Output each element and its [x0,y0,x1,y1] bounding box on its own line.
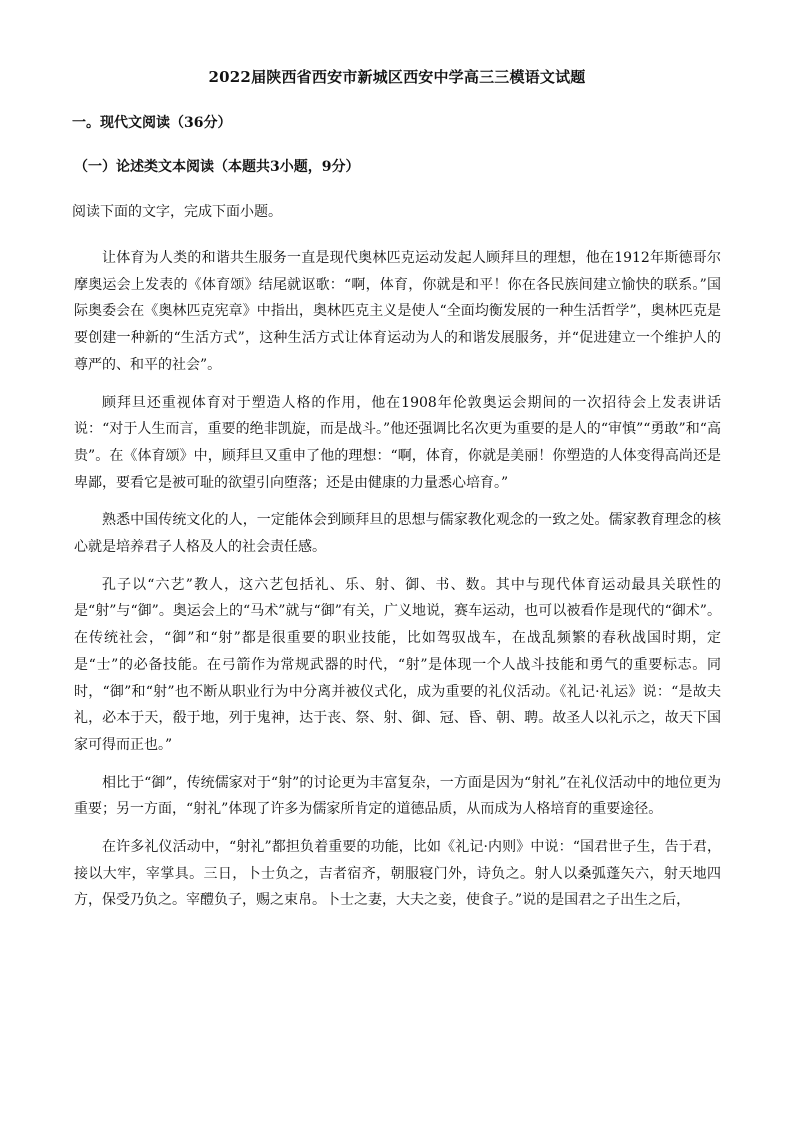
subsection-heading-argumentative-reading: （一）论述类文本阅读（本题共3小题，9分） [74,159,360,175]
passage-paragraph: 顾拜旦还重视体育对于塑造人格的作用，他在1908年伦敦奥运会期间的一次招待会上发表讲话说：“对于人生而言，重要的绝非凯旋，而是战斗。”他还强调比名次更为重要的是人的“审慎”“勇敢”和“高贵”。在《体育颂》中，顾拜旦又重申了他的理想：“啊，体育，你就是美丽！你塑造的人体变得高尚还是卑鄙，要看它是被可耻的欲望引向堕落；还是由健康的力量悉心培育。” [74,394,721,491]
reading-instruction: 阅读下面的文字，完成下面小题。 [72,204,282,220]
passage-paragraph: 孔子以“六艺”教人，这六艺包括礼、乐、射、御、书、数。其中与现代体育运动最具关联性的是“射”与“御”。奥运会上的“马术”就与“御”有关，广义地说，赛车运动，也可以被看作是现代的“御术”。在传统社会，“御”和“射”都是很重要的职业技能，比如驾驭战车，在战乱频繁的春秋战国时期，定是“士”的必备技能。在弓箭作为常规武器的时代，“射”是体现一个人战斗技能和勇气的重要标志。同时，“御”和“射”也不断从职业行为中分离并被仪式化，成为重要的礼仪活动。《礼记·礼运》说：“是故夫礼，必本于天，殽于地，列于鬼神，达于丧、祭、射、御、冠、昏、朝、聘。故圣人以礼示之，故天下国家可得而正也。” [74,576,721,753]
passage-paragraph: 熟悉中国传统文化的人，一定能体会到顾拜旦的思想与儒家教化观念的一致之处。儒家教育理念的核心就是培养君子人格及人的社会责任感。 [74,512,721,556]
document-title: 2022届陕西省西安市新城区西安中学高三三模语文试题 [208,68,586,86]
passage-paragraph: 在许多礼仪活动中，“射礼”都担负着重要的功能，比如《礼记·内则》中说：“国君世子生，告于君，接以大牢，宰掌具。三日，卜士负之，吉者宿齐，朝服寝门外，诗负之。射人以桑弧蓬矢六，射天地四方，保受乃负之。宰醴负子，赐之束帛。卜士之妻，大夫之妾，使食子。”说的是国君之子出生之后， [74,839,721,909]
passage-paragraph: 让体育为人类的和谐共生服务一直是现代奥林匹克运动发起人顾拜旦的理想，他在1912年斯德哥尔摩奥运会上发表的《体育颂》结尾就讴歌：“啊，体育，你就是和平！你在各民族间建立愉快的联系。”国际奥委会在《奥林匹克宪章》中指出，奥林匹克主义是使人“全面均衡发展的一种生活哲学”，奥林匹克是要创建一种新的“生活方式”，这种生活方式让体育运动为人的和谐发展服务，并“促进建立一个维护人的尊严的、和平的社会”。 [74,250,721,373]
section-heading-modern-reading: 一。现代文阅读（36分） [72,115,232,131]
passage-body [74,245,721,925]
passage-paragraph: 相比于“御”，传统儒家对于“射”的讨论更为丰富复杂，一方面是因为“射礼”在礼仪活动中的地位更为重要；另一方面，“射礼”体现了许多为儒家所肯定的道德品质，从而成为人格培育的重要途径。 [74,774,721,818]
